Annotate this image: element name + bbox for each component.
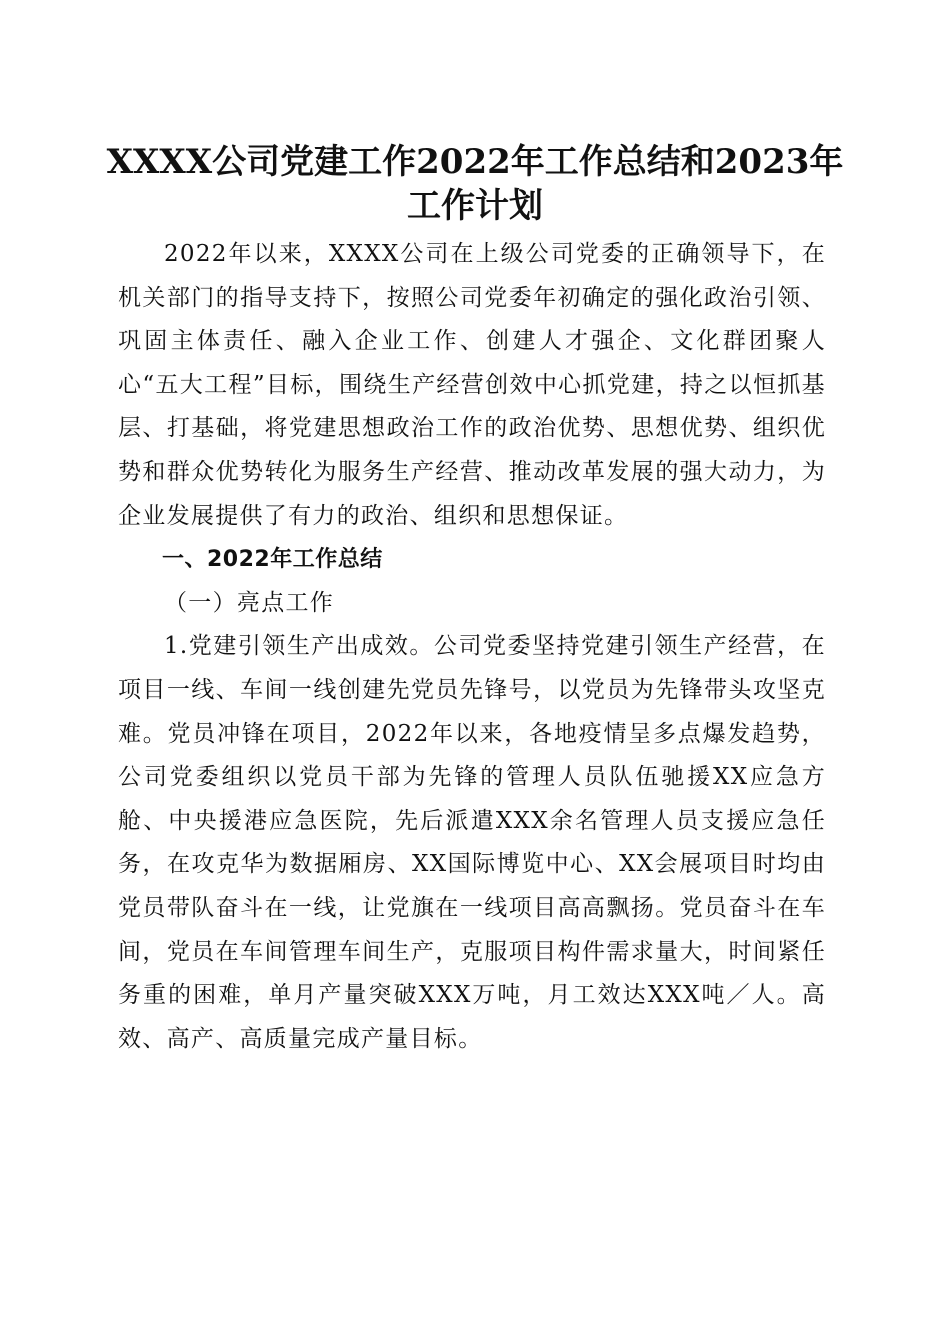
section-heading: 一、2022年工作总结 xyxy=(162,547,383,573)
intro-paragraph: 2022年以来，XXXX公司在上级公司党委的正确领导下，在机关部门的指导支持下，按照公司党委年初确定的强化政治引领、巩固主体责任、融入企业工作、创建人才强企、文化群团聚人心“五大工程”目标，围绕生产经营创效中心抓党建，持之以恒抓基层、打基础，将党建思想政治工作的政治优势、思想优势、组织优势和群众优势转化为服务生产经营、推动改革发展的强大动力，为企业发展提供了有力的政治、组织和思想保证。 xyxy=(118,241,826,529)
item-paragraph: 1.党建引领生产出成效。公司党委坚持党建引领生产经营，在项目一线、车间一线创建先党员先锋号，以党员为先锋带头攻坚克难。党员冲锋在项目，2022年以来，各地疫情呈多点爆发趋势，公司党委组织以党员干部为先锋的管理人员队伍驰援XX应急方舱、中央援港应急医院，先后派遣XXX余名管理人员支援应急任务，在攻克华为数据厢房、XX国际博览中心、XX会展项目时均由党员带队奋斗在一线，让党旗在一线项目高高飘扬。党员奋斗在车间，党员在车间管理车间生产，克服项目构件需求量大，时间紧任务重的困难，单月产量突破XXX万吨，月工效达XXX吨／人。高效、高产、高质量完成产量目标。 xyxy=(118,633,826,1052)
subsection-heading: （一）亮点工作 xyxy=(164,589,335,616)
document-title: XXXX公司党建工作2022年工作总结和2023年工作计划 xyxy=(106,142,844,226)
document-body xyxy=(118,233,826,1061)
